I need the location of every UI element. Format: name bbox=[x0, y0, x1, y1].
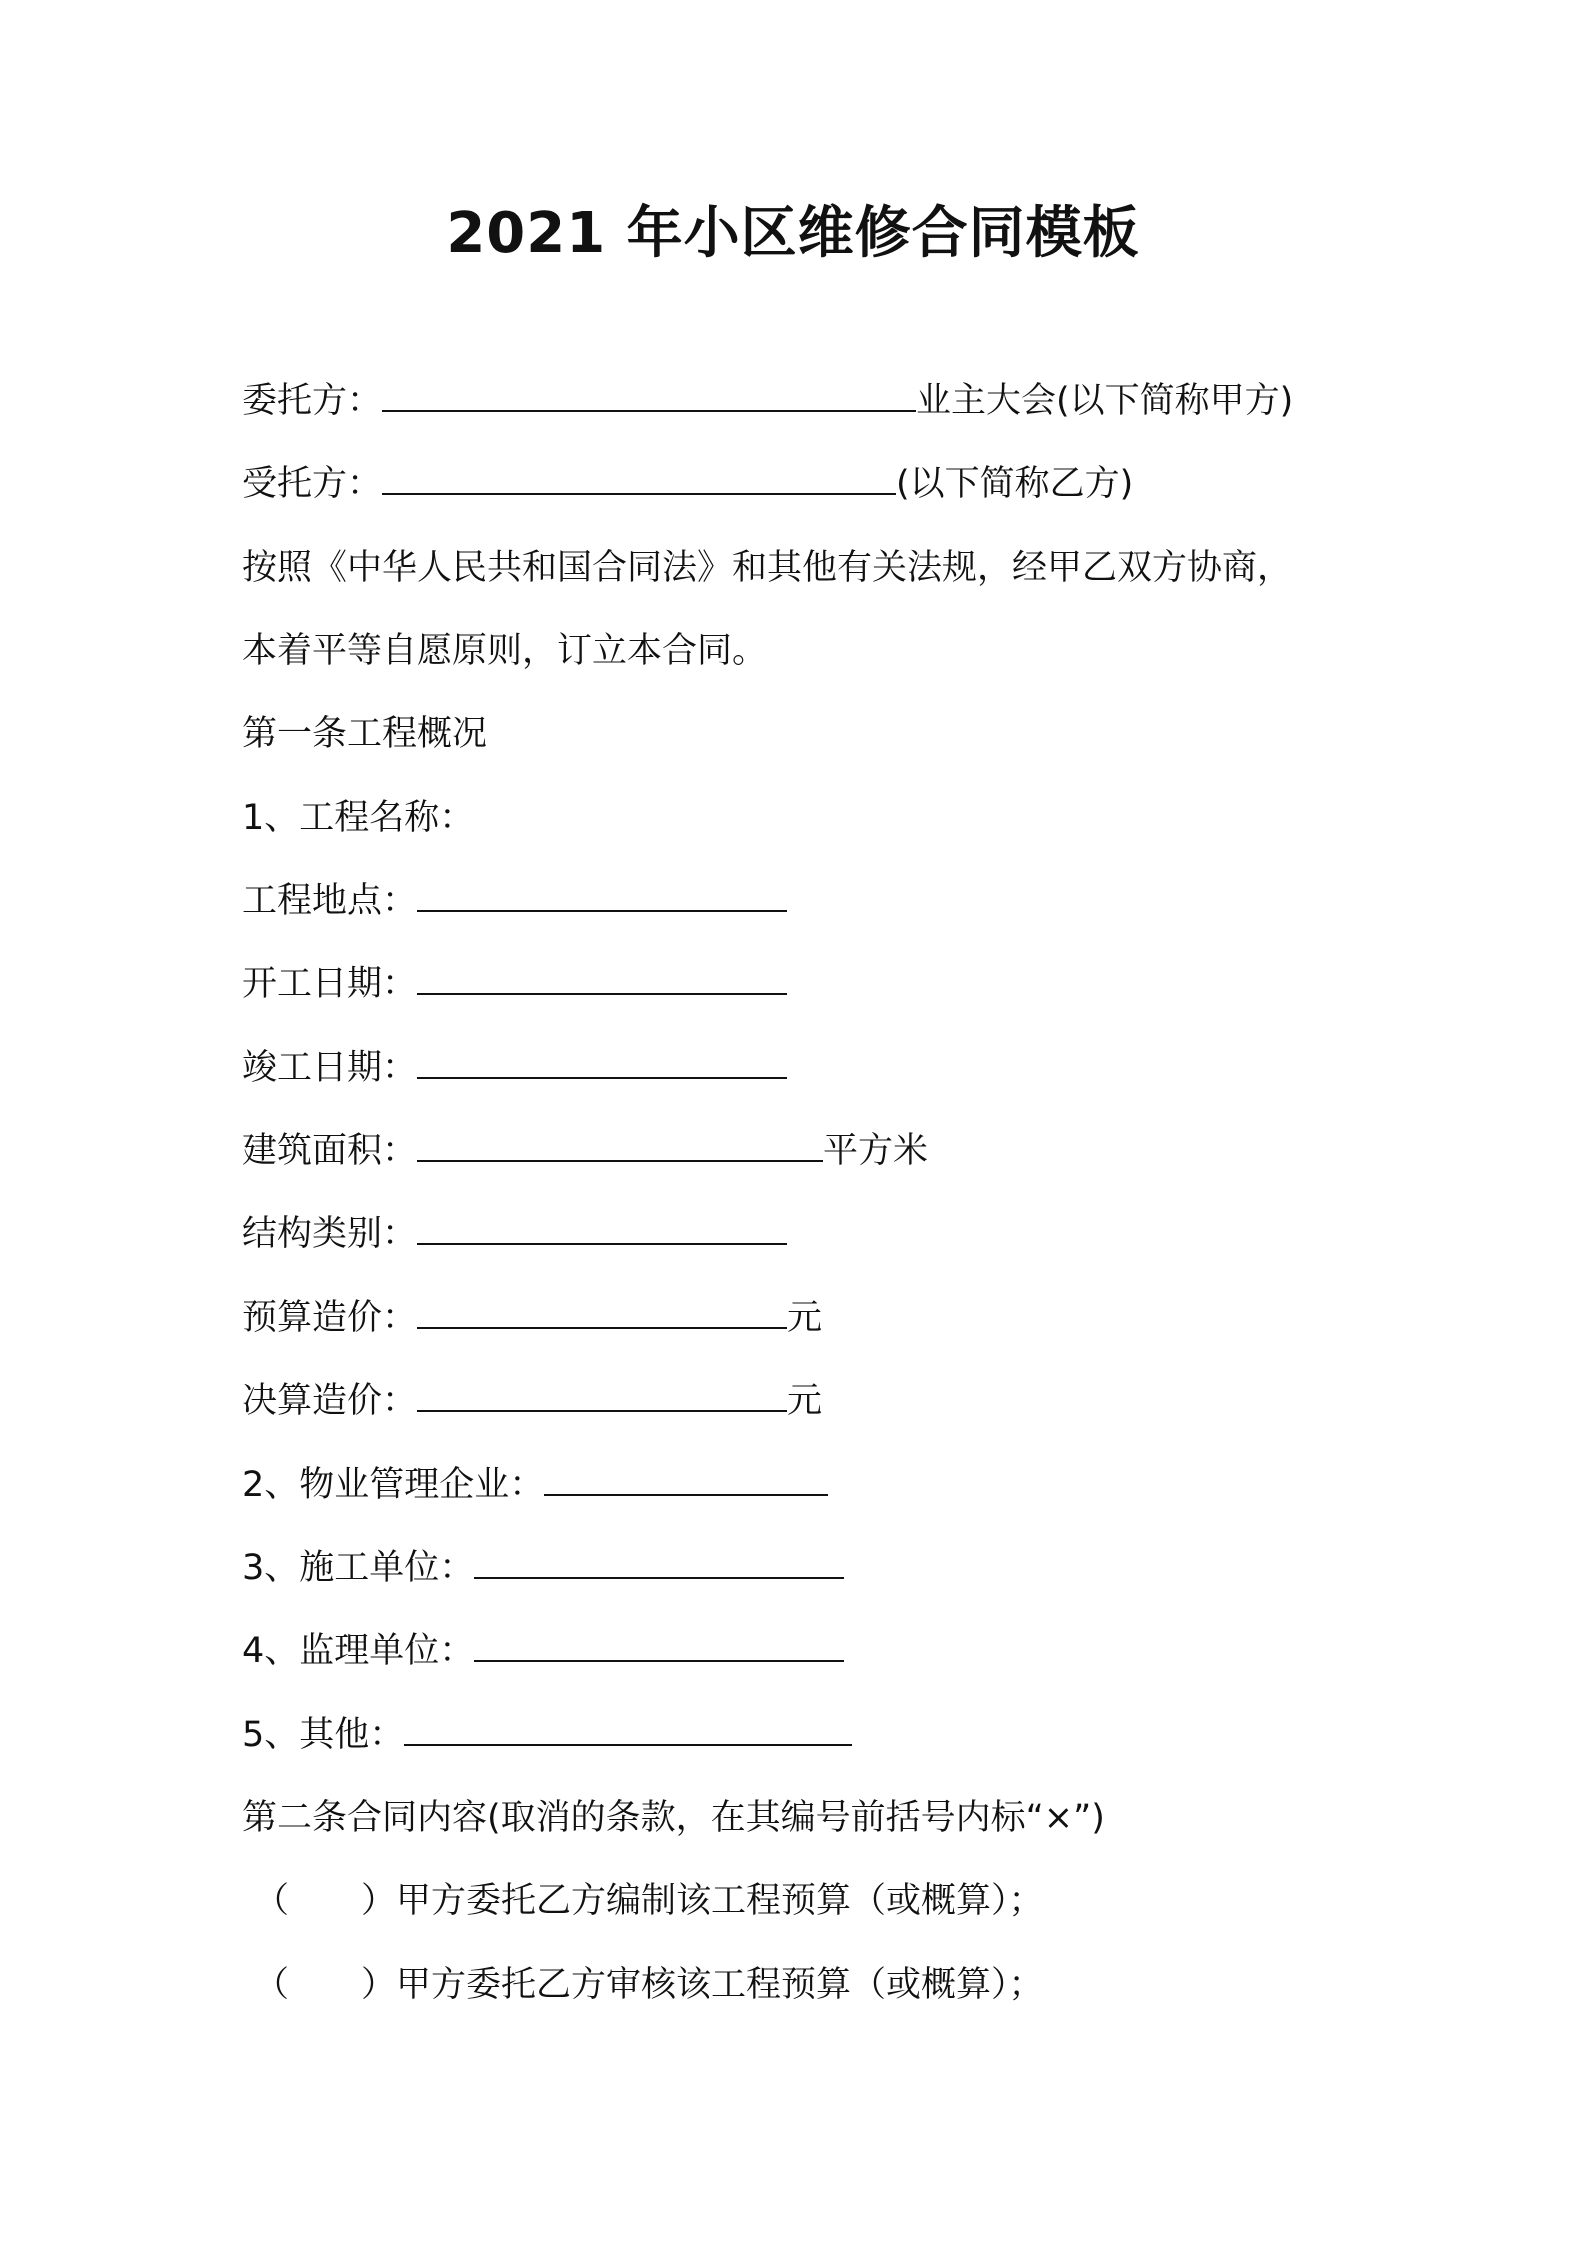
page-title: 2021 年小区维修合同模板 bbox=[446, 201, 1140, 266]
article1-heading: 第一条工程概况 bbox=[242, 714, 488, 754]
start-date-line bbox=[242, 959, 787, 1009]
location-label: 工程地点： bbox=[242, 881, 418, 921]
structure-field[interactable] bbox=[417, 1209, 787, 1245]
final-cost-unit: 元 bbox=[787, 1381, 823, 1421]
option-2-open: （ bbox=[254, 1965, 290, 2005]
project-name-label: 1、工程名称： bbox=[242, 798, 475, 838]
area-line bbox=[242, 1126, 928, 1176]
end-date-label: 竣工日期： bbox=[242, 1048, 418, 1088]
option-2-line bbox=[254, 1960, 1044, 2010]
entrusted-party-label: 受托方： bbox=[242, 464, 383, 504]
option-1-text: 甲方委托乙方编制该工程预算（或概算）； bbox=[396, 1881, 1044, 1921]
structure-line bbox=[242, 1209, 787, 1259]
property-management-line bbox=[242, 1460, 828, 1510]
intro-line-1: 按照《中华人民共和国合同法》和其他有关法规，经甲乙双方协商， bbox=[242, 548, 1293, 588]
entrusting-party-line bbox=[242, 376, 1293, 426]
entrusted-party-suffix: (以下简称乙方) bbox=[896, 464, 1134, 504]
final-cost-line bbox=[242, 1376, 822, 1426]
area-field[interactable] bbox=[417, 1126, 823, 1162]
construction-unit-label: 3、施工单位： bbox=[242, 1548, 475, 1588]
entrusting-party-suffix: 业主大会(以下简称甲方) bbox=[916, 381, 1294, 421]
final-cost-label: 决算造价： bbox=[242, 1381, 418, 1421]
end-date-field[interactable] bbox=[417, 1043, 787, 1079]
structure-label: 结构类别： bbox=[242, 1214, 418, 1254]
construction-unit-line bbox=[242, 1543, 844, 1593]
budget-label: 预算造价： bbox=[242, 1298, 418, 1338]
entrusting-party-field[interactable] bbox=[382, 376, 916, 412]
budget-line bbox=[242, 1293, 822, 1343]
option-1-close: ） bbox=[361, 1881, 397, 1921]
entrusting-party-label: 委托方： bbox=[242, 381, 383, 421]
property-management-label: 2、物业管理企业： bbox=[242, 1465, 545, 1505]
area-unit: 平方米 bbox=[823, 1131, 929, 1171]
other-label: 5、其他： bbox=[242, 1715, 405, 1755]
article2-heading: 第二条合同内容(取消的条款，在其编号前括号内标“×”) bbox=[242, 1798, 1105, 1838]
other-line bbox=[242, 1710, 852, 1760]
supervision-unit-label: 4、监理单位： bbox=[242, 1631, 475, 1671]
option-2-text: 甲方委托乙方审核该工程预算（或概算）； bbox=[396, 1965, 1044, 2005]
location-line bbox=[242, 876, 787, 926]
option-2-close: ） bbox=[361, 1965, 397, 2005]
intro-line-2: 本着平等自愿原则，订立本合同。 bbox=[242, 631, 768, 671]
option-1-open: （ bbox=[254, 1881, 290, 1921]
construction-unit-field[interactable] bbox=[474, 1543, 844, 1579]
budget-unit: 元 bbox=[787, 1298, 823, 1338]
start-date-label: 开工日期： bbox=[242, 964, 418, 1004]
area-label: 建筑面积： bbox=[242, 1131, 418, 1171]
supervision-unit-line bbox=[242, 1626, 844, 1676]
location-field[interactable] bbox=[417, 876, 787, 912]
final-cost-field[interactable] bbox=[417, 1376, 787, 1412]
start-date-field[interactable] bbox=[417, 959, 787, 995]
option-1-line bbox=[254, 1876, 1044, 1926]
property-management-field[interactable] bbox=[544, 1460, 828, 1496]
end-date-line bbox=[242, 1043, 787, 1093]
entrusted-party-field[interactable] bbox=[382, 459, 896, 495]
budget-field[interactable] bbox=[417, 1293, 787, 1329]
supervision-unit-field[interactable] bbox=[474, 1626, 844, 1662]
other-field[interactable] bbox=[404, 1710, 852, 1746]
entrusted-party-line bbox=[242, 459, 1133, 509]
